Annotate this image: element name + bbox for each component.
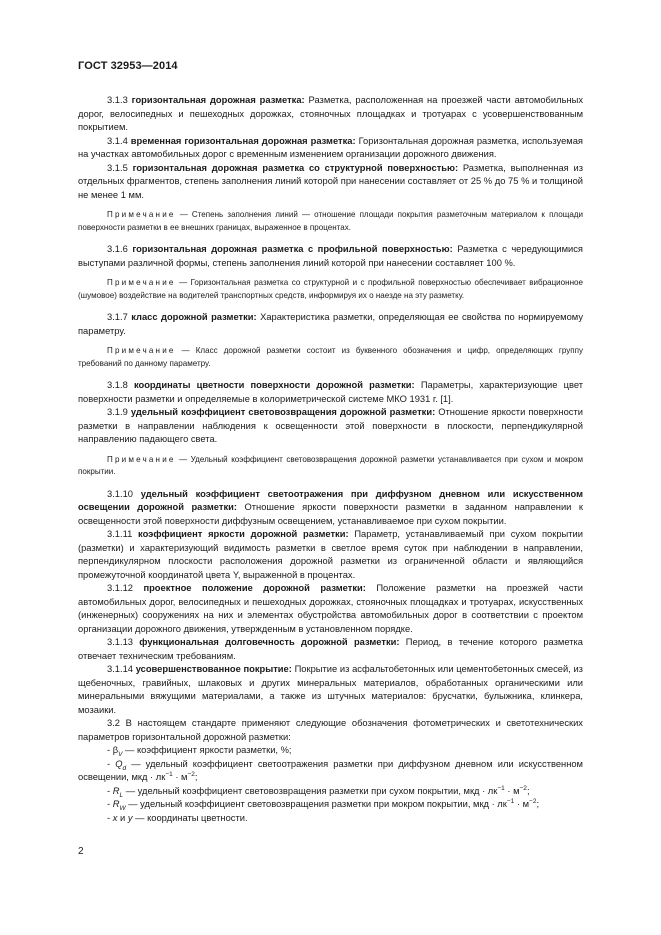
section-3-1-4: 3.1.4 временная горизонтальная дорожная разметка: Горизонтальная дорожная разметка, используемая на участках автомобильных дорог с временным изменением организации дорожного движения. bbox=[78, 135, 583, 159]
section-3-1-13: 3.1.13 функциональная долговечность дорожной разметки: Период, в течение которого разметка отвечает техническим требованиям. bbox=[78, 637, 583, 661]
note-2: Примечание — Горизонтальная разметка со структурной и с профильной поверхностью обеспечивает вибрационное (шумовое) воздействие на водителей транспортных средств, информируя их о наезде на эту разметку. bbox=[78, 278, 583, 300]
symbol-r-l: - $R_L$ — удельный коэффициент световозвращения разметки при сухом покрытии, мкд · $лк^{-1} \cdot м^{-2}$; bbox=[107, 784, 530, 799]
section-3-1-8: 3.1.8 координаты цветности поверхности дорожной разметки: Параметры, характеризующие цвет поверхности разметки и определяемые в колориметрической системе МКО 1931 г. [1]. bbox=[78, 380, 583, 404]
section-3-1-7: 3.1.7 класс дорожной разметки: Характеристика разметки, определяющая ее свойства по нормируемому параметру. bbox=[78, 312, 583, 336]
section-3-1-6: 3.1.6 горизонтальная дорожная разметка с профильной поверхностью: Разметка с чередующимися выступами различной формы, степень заполнения линий которой при нанесении составляет 100 %. bbox=[78, 244, 583, 268]
symbol-q-d: - $Q_d$ — удельный коэффициент светоотражения разметки при диффузном дневном или искусственном освещении, мкд · $лк^{-1} \cdot м^{-2}$; bbox=[78, 758, 583, 782]
section-3-1-9: 3.1.9 удельный коэффициент световозвращения дорожной разметки: Отношение яркости поверхности разметки в направлении наблюдения к освещенности этой поверхности в плоскости, перпендикулярной направлению падающего света. bbox=[78, 407, 583, 444]
section-3-2: 3.2 В настоящем стандарте применяют следующие обозначения фотометрических и светотехнических параметров горизонтальной дорожной разметки: bbox=[78, 718, 583, 742]
note-1: Примечание — Степень заполнения линий — отношение площади покрытия разметочным материалом к площади поверхности разметки в ее внешних границах, выраженное в процентах. bbox=[78, 210, 583, 232]
section-3-1-10: 3.1.10 удельный коэффициент светоотражения при диффузном дневном или искусственном освещении дорожной разметки: Отношение яркости поверхности разметки в заданном направлении к освещенности этой поверхности диффузным освещением, устанавливаемое при сухом покрытии. bbox=[78, 488, 583, 526]
section-3-1-5: 3.1.5 горизонтальная дорожная разметка со структурной поверхностью: Разметка, выполненная из отдельных фрагментов, степень заполнения линий которой при нанесении составляет от 25 % до 75 % и толщиной не менее 1 мм. bbox=[78, 162, 583, 200]
section-3-1-14: 3.1.14 усовершенствованное покрытие: Покрытие из асфальтобетонных или цементобетонных смесей, из щебеночных, гравийных, шлаковых и других минеральных материалов, обработанных органическими или минеральными вяжущими материалами, а также из штучных материалов: брусчатки, булыжника, клинкера, мозаики. bbox=[78, 664, 583, 715]
page-number: 2 bbox=[78, 846, 84, 857]
symbol-x-y: - x и y — координаты цветности. bbox=[107, 812, 248, 823]
section-3-1-3: 3.1.3 горизонтальная дорожная разметка: Разметка, расположенная на проезжей части автомобильных дорог, велосипедных и пешеходных дорожках, стояночных площадках и тротуарах с усовершенствованным покрытием. bbox=[78, 95, 583, 132]
section-3-1-12: 3.1.12 проектное положение дорожной разметки: Положение разметки на проезжей части автомобильных дорог, велосипедных и пешеходных дорожках, стояночных площадках и тротуарах, искусственных (инженерных) сооружениях на них и элементах обустройства автомобильных дорог в соответствии с проектом организации дорожного движения, утвержденным в установленном порядке. bbox=[78, 583, 583, 634]
section-3-1-11: 3.1.11 коэффициент яркости дорожной разметки: Параметр, устанавливаемый при сухом покрытии (разметки) и характеризующий видимость разметки в светлое время суток при наблюдении в направлении, перпендикулярном плоскости расположения дорожной разметки из ограниченной области и являющийся промежуточной координатой цвета Y, выраженной в процентах. bbox=[78, 529, 583, 580]
symbol-r-w: - $R_W$ — удельный коэффициент световозвращения разметки при мокром покрытии, мкд · $лк^{-1} \cdot м^{-2}$; bbox=[107, 797, 540, 812]
note-3: Примечание — Класс дорожной разметки состоит из буквенного обозначения и цифр, определяющих группу требований по данному параметру. bbox=[78, 346, 583, 368]
document-header: ГОСТ 32953—2014 bbox=[78, 60, 178, 72]
note-4: Примечание — Удельный коэффициент световозвращения дорожной разметки устанавливается при сухом и мокром покрытии. bbox=[78, 454, 583, 476]
symbol-beta-v: - $\beta_V$ — коэффициент яркости разметки, %; bbox=[107, 745, 292, 758]
document-body bbox=[78, 94, 583, 825]
